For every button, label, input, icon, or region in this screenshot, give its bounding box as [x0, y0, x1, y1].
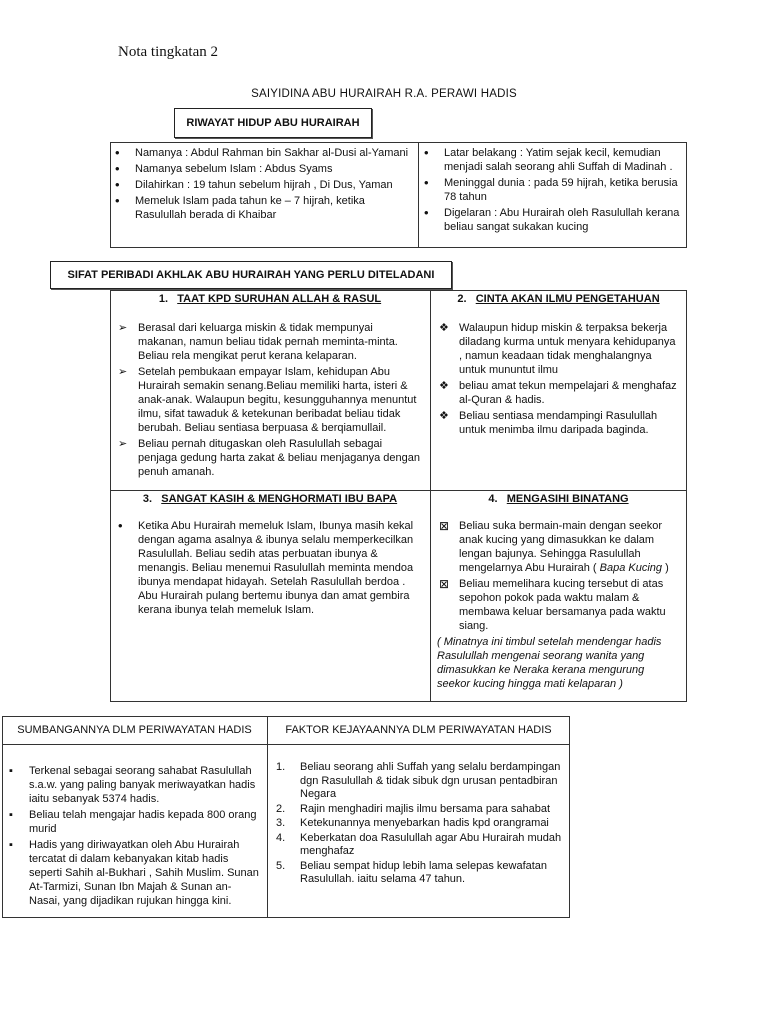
faktor-list	[276, 761, 564, 888]
hadis-note: ( Minatnya ini timbul setelah mendengar hadis Rasulullah mengenai seorang wanita yang dimasukkan ke Neraka kerana mengurung seekor kucing hingga mati kelaparan )	[437, 636, 662, 690]
list-item: ❖ Beliau sentiasa mendampingi Rasulullah untuk menimba ilmu daripada baginda.	[437, 409, 680, 437]
bottom-hdivider	[2, 744, 570, 745]
list-item: • Namanya : Abdul Rahman bin Sakhar al-Dusi al-Yamani	[113, 146, 413, 160]
section-3-heading: 3. SANGAT KASIH & MENGHORMATI IBU BAPA	[142, 493, 398, 505]
list-item: 1. Beliau seorang ahli Suffah yang selalu berdampingan dgn Rasulullah & tidak sibuk dgn urusan pentadbiran Negara	[276, 761, 561, 800]
sifat-title: SIFAT PERIBADI AKHLAK ABU HURAIRAH YANG PERLU DITELADANI	[50, 261, 452, 289]
section-1-list	[116, 321, 422, 481]
section-2-list	[437, 321, 680, 439]
list-item: 5. Beliau sempat hidup lebih lama selepas kewafatan Rasulullah. iaitu selama 47 tahun.	[276, 859, 548, 885]
list-item: • Memeluk Islam pada tahun ke – 7 hijrah, ketika Rasulullah berada di Khaibar	[113, 194, 413, 222]
list-item: ▪ Beliau telah mengajar hadis kepada 800 orang murid	[7, 808, 261, 836]
bullet-icon	[115, 194, 120, 209]
diamond-bullet-icon	[439, 379, 449, 393]
diamond-bullet-icon	[439, 321, 449, 335]
list-item: • Digelaran : Abu Hurairah oleh Rasulullah kerana beliau sangat sukakan kucing	[422, 206, 680, 234]
bullet-icon	[118, 519, 123, 534]
riwayat-title: RIWAYAT HIDUP ABU HURAIRAH	[174, 108, 372, 138]
list-item: 4. Keberkatan doa Rasulullah agar Abu Hurairah mudah menghafaz	[276, 831, 562, 857]
diamond-bullet-icon	[439, 409, 449, 423]
list-item: • Meninggal dunia : pada 59 hijrah, ketika berusia 78 tahun	[422, 176, 680, 204]
bullet-icon	[115, 162, 120, 177]
square-bullet-icon	[9, 764, 13, 778]
riwayat-left-list	[113, 146, 413, 224]
section-4-list	[437, 519, 680, 691]
bullet-icon	[115, 146, 120, 161]
list-item: • Latar belakang : Yatim sejak kecil, kemudian menjadi salah seorang ahli Suffah di Madinah .	[422, 146, 680, 174]
list-item: ➢ Beliau pernah ditugaskan oleh Rasulullah sebagai penjaga gedung harta zakat & beliau menjaganya dengan penuh amanah.	[116, 437, 422, 479]
list-item: ❖ Walaupun hidup miskin & terpaksa bekerja diladang kurma untuk menyara kehidupanya , namun keadaan tidak menghalangnya untuk mununtut ilmu	[437, 321, 680, 377]
square-bullet-icon	[9, 838, 13, 852]
arrow-bullet-icon	[118, 365, 127, 379]
list-item: ⊠ Beliau suka bermain-main dengan seekor anak kucing yang dimasukkan ke dalam lengan bajunya. Sehingga Rasulullah mengelarnya Abu Hurairah ( Bapa Kucing )	[437, 519, 680, 575]
page-title: SAIYIDINA ABU HURAIRAH R.A. PERAWI HADIS	[251, 88, 517, 100]
bullet-icon	[424, 206, 429, 221]
list-item: • Ketika Abu Hurairah memeluk Islam, Ibunya masih kekal dengan agama asalnya & ibunya selalu memperkecilkan Rasulullah. Beliau sedih atas perbuatan ibunya & menangis. Beliau menemui Rasulullah meminta mendoa ibunya mendapat hidayah. Setelah Rasulullah berdoa . Abu Hurairah pulang bertemu ibunya dan amat gembira kerana ibunya telah memeluk Islam.	[116, 519, 422, 617]
boxed-x-bullet-icon	[439, 519, 449, 534]
list-item: 2. Rajin menghadiri majlis ilmu bersama para sahabat	[276, 802, 551, 815]
bullet-icon	[424, 176, 429, 191]
arrow-bullet-icon	[118, 437, 127, 451]
list-item: ▪ Hadis yang diriwayatkan oleh Abu Hurairah tercatat di dalam kebanyakan kitab hadis seperti Sahih al-Bukhari , Sahih Muslim. Sunan At-Tarmizi, Sunan Ibn Majah & Sunan an-Nasai, yang dijadikan rujukan hingga kini.	[7, 838, 261, 908]
section-2-heading: 2. CINTA AKAN ILMU PENGETAHUAN	[457, 293, 660, 305]
section-4-heading: 4. MENGASIHI BINATANG	[488, 493, 629, 505]
section-3-list	[116, 519, 422, 619]
sumbangan-list	[7, 764, 261, 910]
boxed-x-bullet-icon	[439, 577, 449, 592]
list-item: ❖ beliau amat tekun mempelajari & menghafaz al-Quran & hadis.	[437, 379, 680, 407]
list-item: 3. Ketekunannya menyebarkan hadis kpd orangramai	[276, 817, 549, 829]
bottom-vdivider	[267, 716, 268, 918]
arrow-bullet-icon	[118, 321, 127, 335]
list-item: • Namanya sebelum Islam : Abdus Syams	[113, 162, 413, 176]
square-bullet-icon	[9, 808, 13, 822]
bullet-icon	[424, 146, 429, 161]
nota-label: Nota tingkatan 2	[118, 44, 218, 60]
sumbangan-title: SUMBANGANNYA DLM PERIWAYATAN HADIS	[17, 724, 252, 736]
riwayat-divider	[418, 142, 419, 248]
sifat-hdivider	[110, 490, 687, 491]
list-item: ⊠ Beliau memelihara kucing tersebut di atas sepohon pokok pada waktu malam & membawa keluar bersamanya pada waktu siang.	[437, 577, 680, 633]
bullet-icon	[115, 178, 120, 193]
list-item: ➢ Berasal dari keluarga miskin & tidak mempunyai makanan, namun beliau tidak pernah meminta-minta. Beliau rela mengikat perut kerana kelaparan.	[116, 321, 422, 363]
list-item: • Dilahirkan : 19 tahun sebelum hijrah , Di Dus, Yaman	[113, 178, 413, 192]
riwayat-right-list	[422, 146, 680, 236]
list-item: ▪ Terkenal sebagai seorang sahabat Rasulullah s.a.w. yang paling banyak meriwayatkan hadis iaitu sebanyak 5374 hadis.	[7, 764, 261, 806]
section-1-heading: 1. TAAT KPD SURUHAN ALLAH & RASUL	[158, 293, 382, 305]
faktor-title: FAKTOR KEJAYAANNYA DLM PERIWAYATAN HADIS	[285, 724, 552, 736]
list-item: ➢ Setelah pembukaan empayar Islam, kehidupan Abu Hurairah semakin senang.Beliau memiliki harta, isteri & anak-anak. Walaupun begitu, kesungguhannya menuntut ilmu, sifat tawaduk & ketekunan beribadat beliau tidak berubah. Beliau sentiasa berpuasa & berqiamullail.	[116, 365, 422, 435]
